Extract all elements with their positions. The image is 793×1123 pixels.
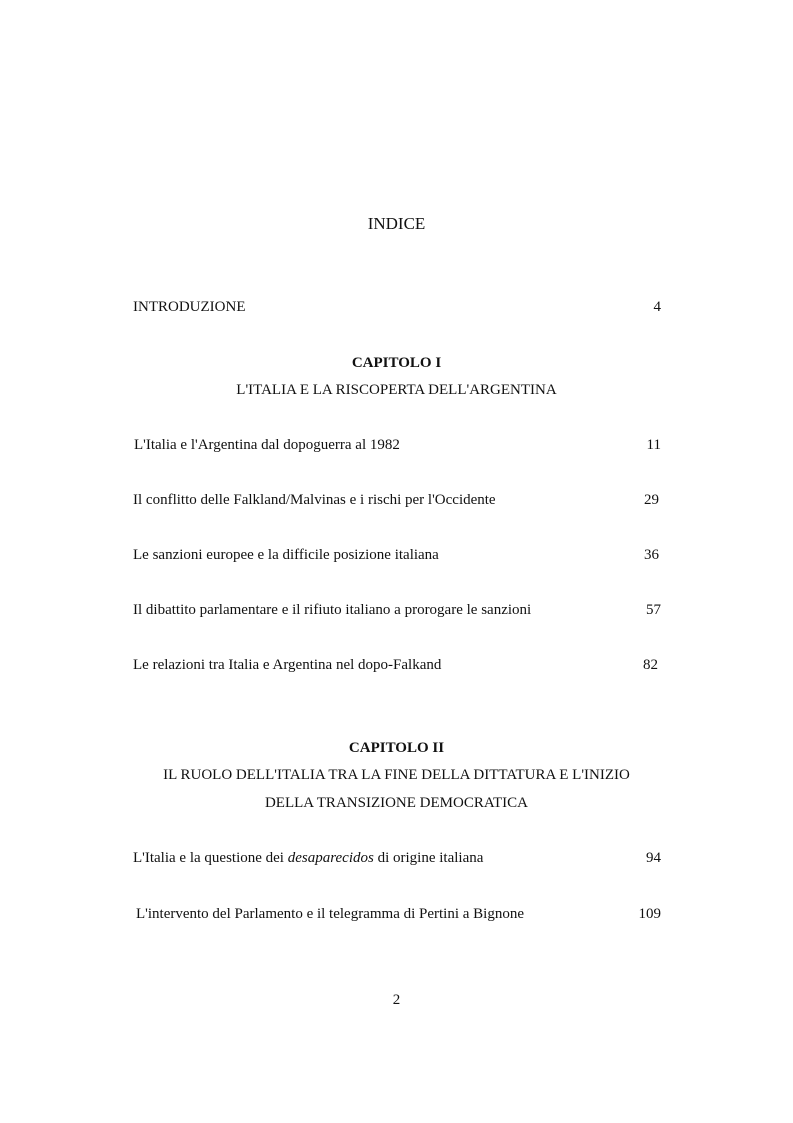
toc-intro-page: 4 xyxy=(653,299,661,315)
toc-entry-label: Le relazioni tra Italia e Argentina nel dopo-Falkand xyxy=(133,657,442,673)
page-title: INDICE xyxy=(367,214,426,233)
toc-entry-page: 109 xyxy=(638,906,661,922)
toc-entry-page: 57 xyxy=(646,602,661,618)
toc-entry-page: 94 xyxy=(646,850,661,866)
toc-entry-label: Le sanzioni europee e la difficile posizione italiana xyxy=(133,547,439,563)
chapter2-subtitle-line1: IL RUOLO DELL'ITALIA TRA LA FINE DELLA DITTATURA E L'INIZIO xyxy=(163,767,630,783)
toc-entry-page: 11 xyxy=(646,437,661,453)
page-number: 2 xyxy=(392,992,401,1008)
toc-entry-page: 29 xyxy=(644,492,659,508)
toc-entry-label-part: L'Italia e la questione dei xyxy=(133,850,288,866)
toc-entry-label: L'intervento del Parlamento e il telegramma di Pertini a Bignone xyxy=(136,906,525,922)
toc-entry-page: 82 xyxy=(643,657,658,673)
chapter1-subtitle: L'ITALIA E LA RISCOPERTA DELL'ARGENTINA xyxy=(236,382,557,398)
toc-entry-label xyxy=(133,850,483,867)
toc-entry-label-part: di origine italiana xyxy=(373,850,484,866)
toc-entry-label: Il conflitto delle Falkland/Malvinas e i rischi per l'Occidente xyxy=(133,492,496,508)
toc-entry-page: 36 xyxy=(644,547,659,563)
chapter2-subtitle-line2: DELLA TRANSIZIONE DEMOCRATICA xyxy=(264,795,529,811)
chapter1-heading: CAPITOLO I xyxy=(351,355,442,371)
toc-entry-label-italic: desaparecidos xyxy=(287,850,374,866)
chapter2-heading: CAPITOLO II xyxy=(348,740,445,756)
toc-entry-label: L'Italia e l'Argentina dal dopoguerra al 1982 xyxy=(134,437,400,453)
toc-entry-label: Il dibattito parlamentare e il rifiuto italiano a prorogare le sanzioni xyxy=(133,602,532,618)
toc-intro-label: INTRODUZIONE xyxy=(133,299,246,315)
